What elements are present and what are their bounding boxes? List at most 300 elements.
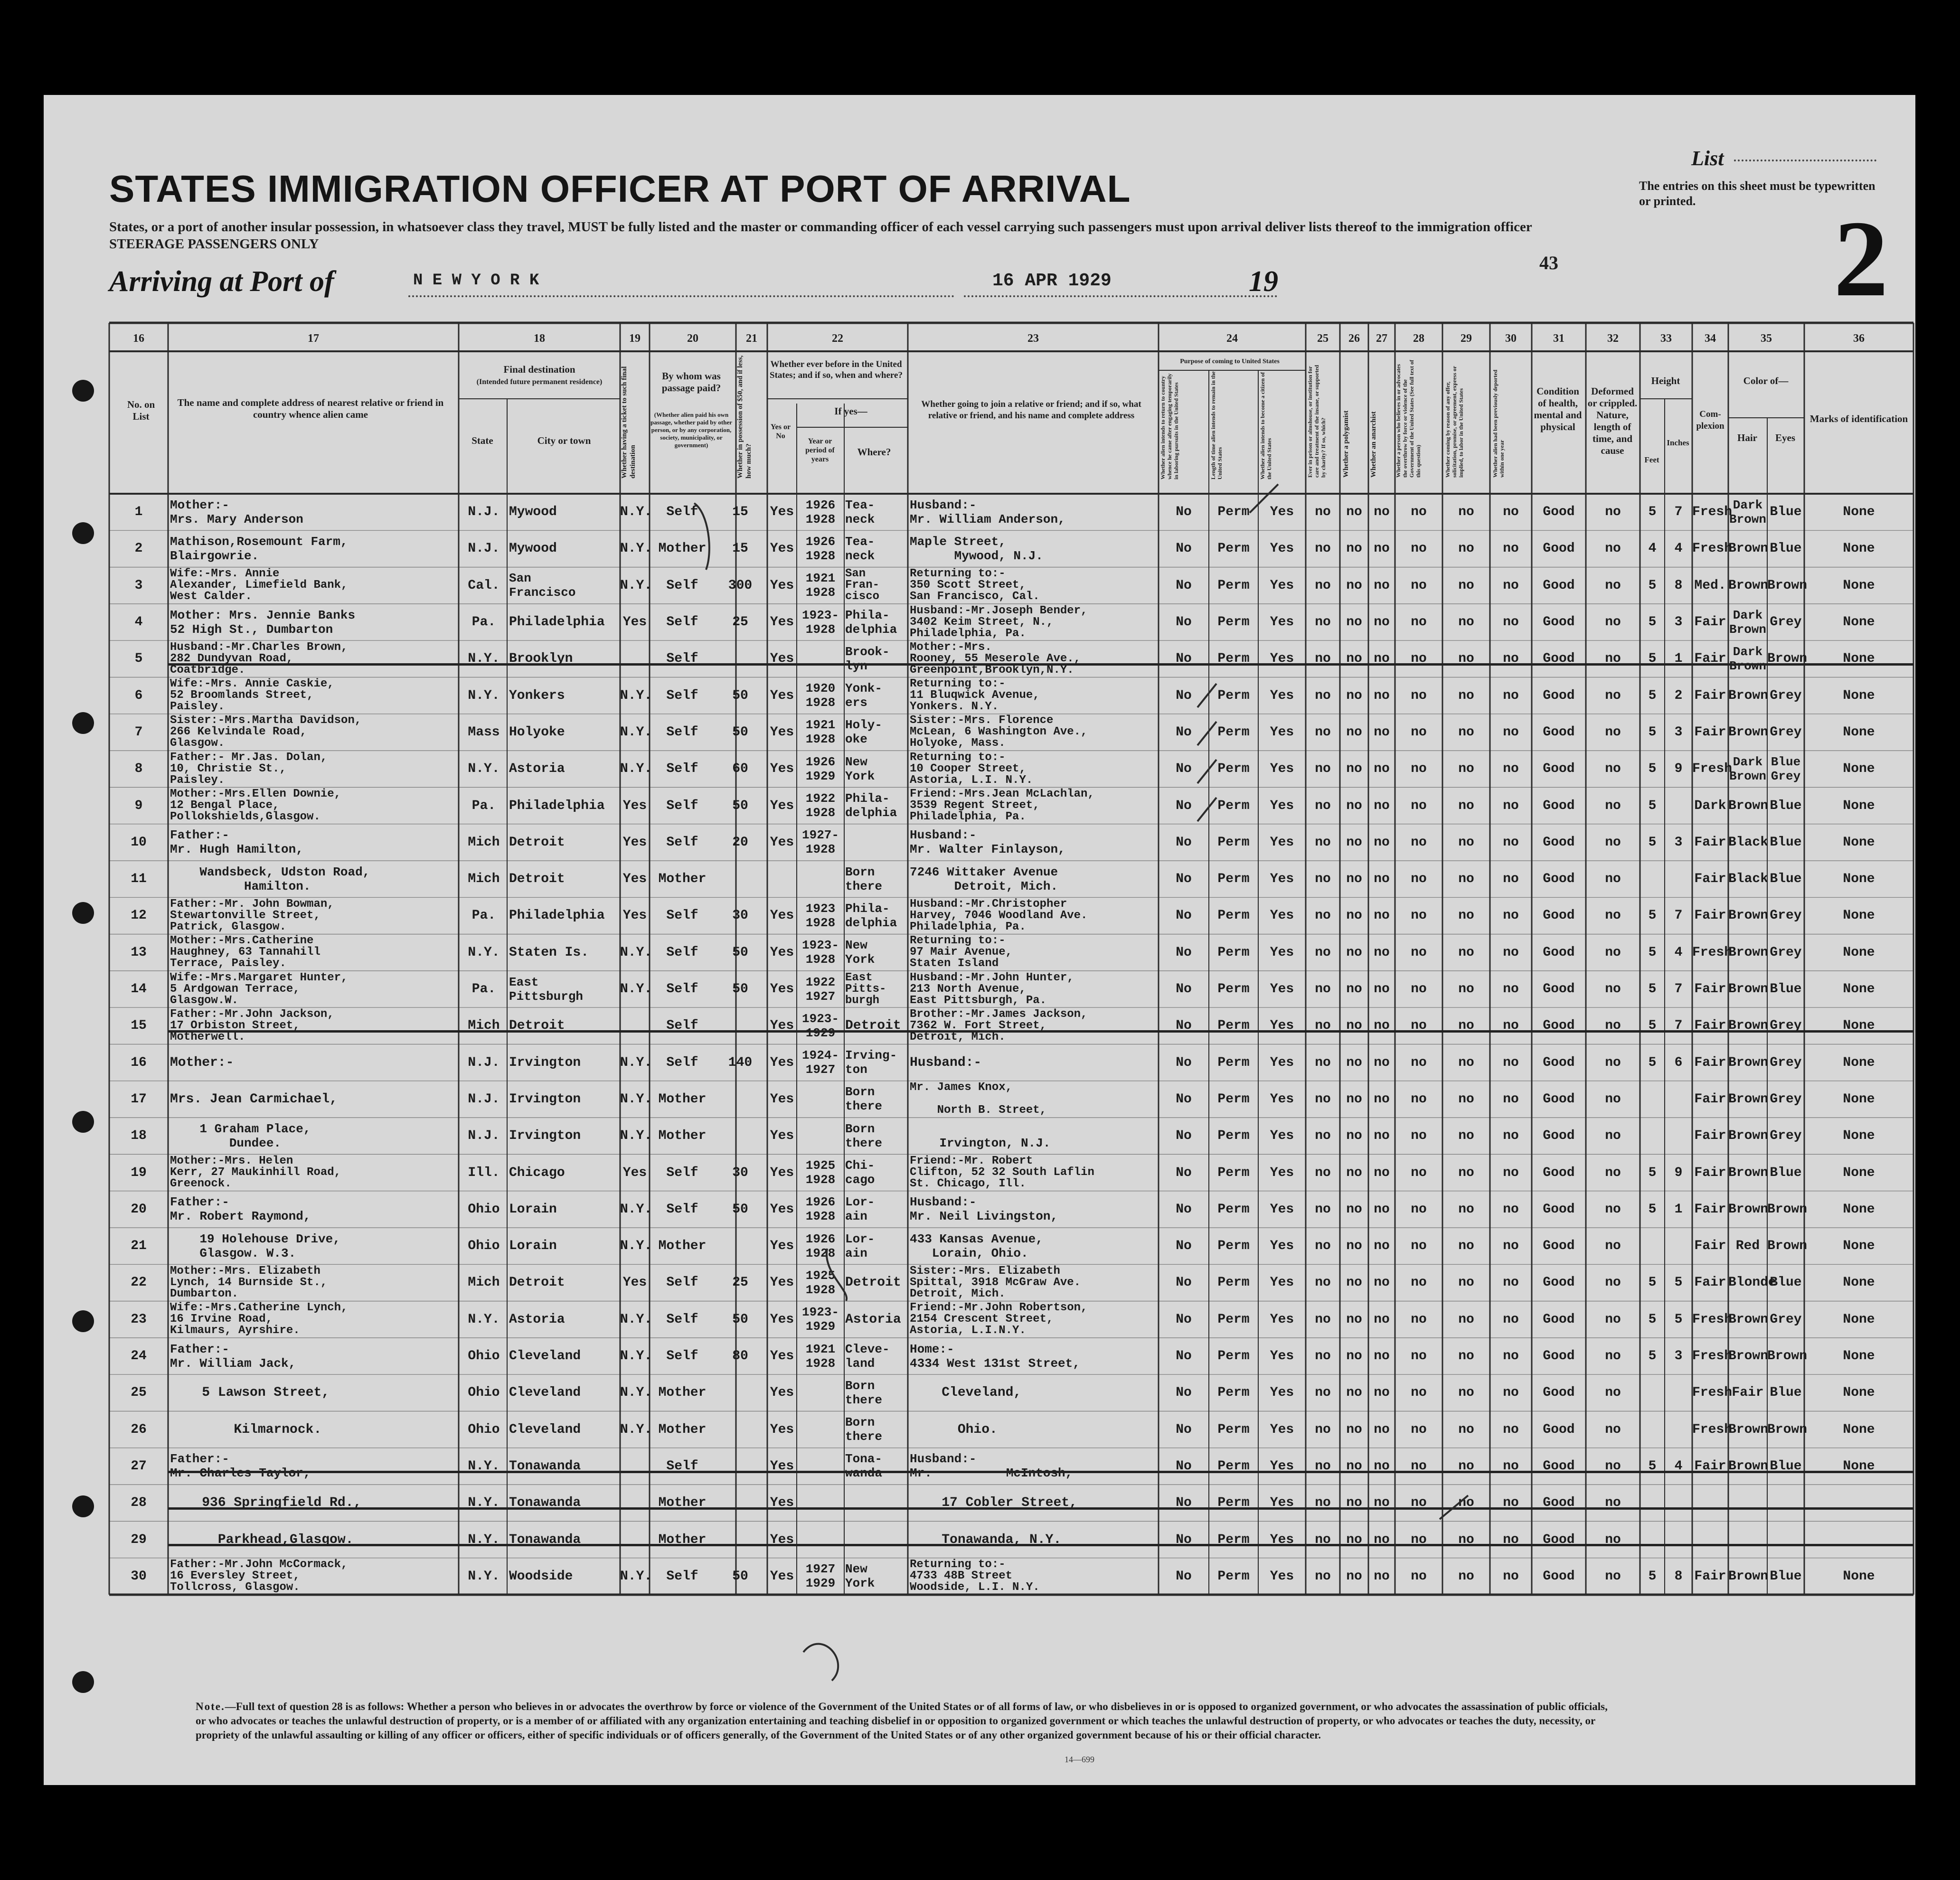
intends-citizen: Yes	[1270, 1055, 1294, 1070]
complexion: Fair	[1694, 724, 1726, 740]
dest-city: Irvington	[509, 1055, 581, 1070]
hair-color: Brown	[1728, 982, 1769, 997]
row-number: 3	[134, 578, 143, 593]
intends-citizen: Yes	[1270, 1128, 1294, 1144]
relative-address: 5 Lawson Street,	[170, 1385, 330, 1401]
joining-relative: Returning to:- 97 Mair Avenue, Staten Island	[910, 934, 1013, 970]
passage-paid-by: Self	[666, 1458, 698, 1474]
identification-marks: None	[1843, 541, 1875, 556]
passage-paid-by: Mother	[658, 1532, 707, 1547]
stay-length: Perm	[1217, 1275, 1250, 1290]
joining-relative: Ohio.	[910, 1422, 998, 1437]
dest-city: Detroit	[509, 872, 565, 887]
purpose-return: No	[1176, 1202, 1192, 1217]
q29: no	[1458, 1165, 1474, 1180]
eye-color: Grey	[1770, 1128, 1802, 1144]
dest-state: N.J.	[468, 1091, 500, 1107]
deformed: no	[1605, 872, 1621, 887]
q29: no	[1458, 1239, 1474, 1254]
header-no-on-list: No. on List	[127, 399, 155, 422]
identification-marks: None	[1843, 982, 1875, 997]
q27: no	[1374, 872, 1390, 887]
q30: no	[1503, 872, 1519, 887]
q26: no	[1346, 945, 1362, 960]
complexion: Fair	[1694, 982, 1726, 997]
q29: no	[1458, 1495, 1474, 1511]
hair-color: Brown	[1728, 688, 1769, 703]
q27: no	[1374, 578, 1390, 593]
identification-marks: None	[1843, 1458, 1875, 1474]
where-in-us: Cleve- land	[845, 1342, 890, 1371]
eye-color: Blue	[1770, 1275, 1802, 1290]
q26: no	[1346, 688, 1362, 703]
q27: no	[1374, 1091, 1390, 1107]
hair-color: Blonde	[1728, 1275, 1776, 1290]
row-number: 7	[134, 724, 143, 740]
footnote-text: —Full text of question 28 is as follows: Whether a person who believes in or advocates the overthrow by force or violence of the Government of the United States or of all forms of law, or who disbelieves in or is opposed to organized government, or who advocates the assassination of public officials, or who advocates or teaches the unlawful destruction of property, or is a member of or affiliated with any organization entertaining and teaching disbelief in or opposition to organized government or which teaches the unlawful destruction of property, or who advocates or teaches the duty, necessity, or propriety of the unlawful assaulting or killing of any officer or officers, either of specific individuals or of officers generally, of the Government of the United States or of any other organized government because of his or their official character.	[196, 1701, 1608, 1741]
where-in-us: Lor- ain	[845, 1231, 875, 1260]
strikethrough-line	[168, 663, 1913, 666]
row-number: 10	[131, 835, 147, 850]
q25: no	[1315, 578, 1331, 593]
purpose-return: No	[1176, 1458, 1192, 1474]
hair-color: Brown	[1728, 1569, 1769, 1584]
page-title: STATES IMMIGRATION OFFICER AT PORT OF ARRIVAL	[109, 168, 1131, 210]
years-in-us: 1923 1928	[805, 901, 836, 930]
before-in-us: Yes	[770, 835, 794, 850]
hair-color: Brown	[1728, 1018, 1769, 1034]
passage-paid-by: Mother	[658, 1239, 707, 1254]
column-number: 34	[1705, 332, 1716, 345]
q25: no	[1315, 945, 1331, 960]
height-inches: 3	[1674, 615, 1683, 630]
years-in-us: 1923- 1928	[801, 608, 839, 637]
joining-relative: Husband:-	[910, 1055, 982, 1070]
q25: no	[1315, 1569, 1331, 1584]
arrival-date: 16 APR 1929	[992, 271, 1112, 291]
before-in-us: Yes	[770, 1055, 794, 1070]
deformed: no	[1605, 1091, 1621, 1107]
height-feet	[1640, 1091, 1665, 1107]
deformed: no	[1605, 1202, 1621, 1217]
height-feet: 5	[1648, 688, 1657, 703]
relative-address: Father:- Mr. Hugh Hamilton,	[170, 828, 303, 857]
stay-length: Perm	[1217, 908, 1250, 923]
intends-citizen: Yes	[1270, 908, 1294, 923]
passage-paid-by: Mother	[658, 1385, 707, 1401]
deformed: no	[1605, 908, 1621, 923]
dest-state: N.Y.	[468, 1312, 500, 1327]
health: Good	[1543, 1275, 1575, 1290]
q26: no	[1346, 1128, 1362, 1144]
q25: no	[1315, 908, 1331, 923]
stay-length: Perm	[1217, 982, 1250, 997]
port-name: N E W Y O R K	[413, 272, 539, 290]
q26: no	[1346, 908, 1362, 923]
header-q30: Whether alien had been previously deported within one year	[1492, 369, 1505, 478]
eye-color: Blue	[1770, 1165, 1802, 1180]
q30: no	[1503, 908, 1519, 923]
height-feet: 5	[1648, 1312, 1657, 1327]
dest-city: East Pittsburgh	[509, 975, 584, 1004]
intends-citizen: Yes	[1270, 1349, 1294, 1364]
intends-citizen: Yes	[1270, 982, 1294, 997]
q30: no	[1503, 1532, 1519, 1547]
health: Good	[1543, 724, 1575, 740]
passage-paid-by: Self	[666, 761, 698, 777]
health: Good	[1543, 1349, 1575, 1364]
where-in-us: San Fran- cisco	[845, 567, 880, 603]
passage-paid-by: Self	[666, 835, 698, 850]
hair-color: Dark Brown	[1729, 608, 1766, 637]
height-feet: 5	[1648, 982, 1657, 997]
dest-city: Cleveland	[509, 1422, 581, 1437]
deformed: no	[1605, 1569, 1621, 1584]
where-in-us: Detroit	[845, 1275, 901, 1290]
years-in-us	[797, 1091, 844, 1107]
q27: no	[1374, 541, 1390, 556]
q28: no	[1411, 1165, 1427, 1180]
q26: no	[1346, 1239, 1362, 1254]
height-inches: 3	[1674, 724, 1683, 740]
health: Good	[1543, 945, 1575, 960]
complexion: Fresh	[1692, 761, 1733, 777]
height-feet: 5	[1648, 1018, 1657, 1034]
stay-length: Perm	[1217, 1018, 1250, 1034]
complexion: Fair	[1694, 1091, 1726, 1107]
money-possessed: 50	[732, 1312, 748, 1327]
intends-citizen: Yes	[1270, 541, 1294, 556]
where-in-us	[845, 835, 908, 850]
header-eyes: Eyes	[1775, 432, 1795, 443]
q27: no	[1374, 835, 1390, 850]
stay-length: Perm	[1217, 798, 1250, 813]
eye-color: Grey	[1770, 688, 1802, 703]
hair-color: Dark Brown	[1729, 754, 1766, 783]
row-number: 26	[131, 1422, 147, 1437]
purpose-return: No	[1176, 1128, 1192, 1144]
ticket: Yes	[622, 872, 647, 887]
identification-marks: None	[1843, 1349, 1875, 1364]
height-feet: 5	[1648, 761, 1657, 777]
ticket: N.Y.	[620, 1239, 652, 1254]
years-in-us: 1921 1928	[805, 1342, 836, 1371]
before-in-us: Yes	[770, 1239, 794, 1254]
q25: no	[1315, 1055, 1331, 1070]
passage-paid-by: Self	[666, 798, 698, 813]
height-inches: 6	[1674, 1055, 1683, 1070]
joining-relative: Husband:-Mr.John Hunter, 213 North Avenue, East Pittsburgh, Pa.	[910, 971, 1074, 1007]
q30: no	[1503, 1091, 1519, 1107]
deformed: no	[1605, 724, 1621, 740]
q30: no	[1503, 1495, 1519, 1511]
years-in-us	[797, 871, 844, 887]
q27: no	[1374, 908, 1390, 923]
dest-state: N.J.	[468, 1128, 500, 1144]
q28: no	[1411, 982, 1427, 997]
dest-state: Mich	[468, 835, 500, 850]
ticket: Yes	[622, 1275, 647, 1290]
strikethrough-line	[168, 1471, 1913, 1473]
dest-city: Tonawanda	[509, 1495, 581, 1511]
purpose-return: No	[1176, 908, 1192, 923]
q28: no	[1411, 1385, 1427, 1401]
health: Good	[1543, 1165, 1575, 1180]
q29: no	[1458, 982, 1474, 997]
list-label: List	[1691, 147, 1724, 170]
dest-state: Mass	[468, 724, 500, 740]
arriving-label: Arriving at Port of	[109, 265, 334, 298]
deformed: no	[1605, 1055, 1621, 1070]
purpose-return: No	[1176, 1055, 1192, 1070]
purpose-return: No	[1176, 1312, 1192, 1327]
q27: no	[1374, 1275, 1390, 1290]
dest-city: Tonawanda	[509, 1532, 581, 1547]
health: Good	[1543, 761, 1575, 777]
q29: no	[1458, 615, 1474, 630]
height-inches: 7	[1674, 982, 1683, 997]
ticket: Yes	[622, 798, 647, 813]
passage-paid-by: Self	[666, 1055, 698, 1070]
q26: no	[1346, 1018, 1362, 1034]
health: Good	[1543, 541, 1575, 556]
before-in-us: Yes	[770, 688, 794, 703]
dest-city: Yonkers	[509, 688, 565, 703]
deformed: no	[1605, 1458, 1621, 1474]
height-feet: 5	[1648, 798, 1657, 813]
dest-city: Detroit	[509, 1018, 565, 1034]
ticket: N.Y.	[620, 1385, 652, 1401]
eye-color: Grey	[1770, 1055, 1802, 1070]
q26: no	[1346, 615, 1362, 630]
header-joining: Whether going to join a relative or friend; and if so, what relative or friend, and his name and complete address	[921, 399, 1141, 421]
stay-length: Perm	[1217, 1349, 1250, 1364]
q28: no	[1411, 651, 1427, 667]
dest-state: Pa.	[471, 982, 496, 997]
q27: no	[1374, 1569, 1390, 1584]
years-in-us: 1926 1928	[805, 534, 836, 563]
q25: no	[1315, 982, 1331, 997]
years-in-us: 1926 1929	[805, 754, 836, 783]
q26: no	[1346, 1422, 1362, 1437]
dest-city: Mywood	[509, 541, 557, 556]
height-feet: 5	[1648, 1569, 1657, 1584]
q29: no	[1458, 1569, 1474, 1584]
q25: no	[1315, 688, 1331, 703]
q30: no	[1503, 724, 1519, 740]
q29: no	[1458, 1091, 1474, 1107]
q25: no	[1315, 761, 1331, 777]
health: Good	[1543, 798, 1575, 813]
ticket: N.Y.	[620, 945, 652, 960]
ticket: N.Y.	[620, 1128, 652, 1144]
header-final-destination-sub: (Intended future permanent residence)	[476, 378, 603, 386]
where-in-us: Born there	[845, 865, 883, 893]
form-number: 14—699	[1065, 1755, 1094, 1764]
stay-length: Perm	[1217, 1422, 1250, 1437]
header-state: State	[471, 435, 493, 446]
q26: no	[1346, 1312, 1362, 1327]
intends-citizen: Yes	[1270, 1458, 1294, 1474]
q25: no	[1315, 651, 1331, 667]
years-in-us: 1923- 1929	[801, 1305, 839, 1334]
row-number: 14	[131, 982, 147, 997]
q27: no	[1374, 1239, 1390, 1254]
q26: no	[1346, 872, 1362, 887]
money-possessed: 15	[732, 505, 748, 520]
column-number: 35	[1761, 332, 1772, 345]
where-in-us: New York	[845, 1562, 875, 1591]
column-number: 25	[1317, 332, 1329, 345]
intends-citizen: Yes	[1270, 761, 1294, 777]
q30: no	[1503, 1128, 1519, 1144]
dest-state: Ohio	[468, 1202, 500, 1217]
complexion: Fair	[1694, 1458, 1726, 1474]
q30: no	[1503, 798, 1519, 813]
identification-marks: None	[1843, 1018, 1875, 1034]
height-feet: 5	[1648, 651, 1657, 667]
column-number: 26	[1348, 332, 1360, 345]
joining-relative: Husband:- Mr. Neil Livingston,	[910, 1195, 1058, 1224]
complexion: Fair	[1694, 1018, 1726, 1034]
column-number: 31	[1553, 332, 1564, 345]
identification-marks: None	[1843, 578, 1875, 593]
before-in-us: Yes	[770, 651, 794, 667]
hair-color: Brown	[1728, 908, 1769, 923]
eye-color: Blue Grey	[1771, 754, 1801, 783]
joining-relative: Returning to:- 10 Cooper Street, Astoria, L.I. N.Y.	[910, 751, 1033, 787]
where-in-us: Holy- oke	[845, 718, 883, 747]
where-in-us: Lor- ain	[845, 1195, 875, 1224]
q30: no	[1503, 982, 1519, 997]
joining-relative: Returning to:- 4733 48B Street Woodside, L.I. N.Y.	[910, 1558, 1040, 1594]
where-in-us: Phila- delphia	[845, 901, 897, 930]
intends-citizen: Yes	[1270, 1202, 1294, 1217]
complexion: Fair	[1694, 1202, 1726, 1217]
q28: no	[1411, 1055, 1427, 1070]
height-inches: 8	[1674, 578, 1683, 593]
q27: no	[1374, 1312, 1390, 1327]
q27: no	[1374, 1055, 1390, 1070]
q25: no	[1315, 1422, 1331, 1437]
row-number: 22	[131, 1275, 147, 1290]
where-in-us: Yonk- ers	[845, 681, 883, 710]
q30: no	[1503, 1055, 1519, 1070]
ticket: Yes	[622, 615, 647, 630]
intends-citizen: Yes	[1270, 1495, 1294, 1511]
dest-city: Irvington	[509, 1091, 581, 1107]
dest-state: Cal.	[468, 578, 500, 593]
passage-paid-by: Self	[666, 615, 698, 630]
hair-color: Brown	[1728, 945, 1769, 960]
height-inches	[1665, 1091, 1692, 1107]
dest-city: Lorain	[509, 1202, 557, 1217]
stay-length: Perm	[1217, 1495, 1250, 1511]
column-number: 27	[1376, 332, 1387, 345]
joining-relative: Maple Street, Mywood, N.J.	[910, 534, 1043, 563]
stay-length: Perm	[1217, 578, 1250, 593]
q30: no	[1503, 688, 1519, 703]
stay-length: Perm	[1217, 1458, 1250, 1474]
purpose-return: No	[1176, 1569, 1192, 1584]
before-in-us: Yes	[770, 798, 794, 813]
q29: no	[1458, 724, 1474, 740]
identification-marks: None	[1843, 615, 1875, 630]
hair-color: Brown	[1728, 1422, 1769, 1437]
row-number: 25	[131, 1385, 147, 1401]
joining-relative: Tonawanda, N.Y.	[910, 1532, 1062, 1547]
years-in-us: 1926 1928	[805, 498, 836, 526]
passage-paid-by: Mother	[658, 541, 707, 556]
q28: no	[1411, 1018, 1427, 1034]
q29: no	[1458, 908, 1474, 923]
sheet-number: 2	[1834, 198, 1888, 319]
dest-state: N.Y.	[468, 945, 500, 960]
height-feet: 5	[1648, 945, 1657, 960]
joining-relative: Cleveland,	[910, 1385, 1022, 1401]
header-hair: Hair	[1737, 432, 1757, 443]
health: Good	[1543, 1495, 1575, 1511]
height-inches	[1665, 1422, 1692, 1438]
stay-length: Perm	[1217, 505, 1250, 520]
identification-marks: None	[1843, 1055, 1875, 1070]
header-marks: Marks of identification	[1809, 413, 1908, 424]
q26: no	[1346, 798, 1362, 813]
height-inches	[1665, 798, 1692, 814]
q26: no	[1346, 651, 1362, 667]
stay-length: Perm	[1217, 1091, 1250, 1107]
eye-color: Grey	[1770, 945, 1802, 960]
q29: no	[1458, 688, 1474, 703]
joining-relative: Husband:-Mr.Joseph Bender, 3402 Keim Street, N., Philadelphia, Pa.	[910, 604, 1088, 640]
relative-address: Mother:-Mrs.Catherine Haughney, 63 Tannahill Terrace, Paisley.	[170, 934, 320, 970]
health: Good	[1543, 1422, 1575, 1437]
header-purpose-length: Length of time alien intends to remain in the United States	[1210, 371, 1223, 479]
q28: no	[1411, 872, 1427, 887]
q30: no	[1503, 1422, 1519, 1437]
relative-address: Parkhead,Glasgow.	[170, 1532, 354, 1547]
years-in-us	[797, 1385, 844, 1401]
q25: no	[1315, 872, 1331, 887]
strikethrough-line	[168, 1544, 1913, 1546]
header-purpose-citizen: Whether alien intends to become a citizen of the United States	[1259, 372, 1272, 479]
where-in-us: Phila- delphia	[845, 608, 897, 637]
ticket: N.Y.	[620, 1569, 652, 1584]
years-in-us: 1923- 1928	[801, 938, 839, 967]
deformed: no	[1605, 835, 1621, 850]
dest-city: Mywood	[509, 505, 557, 520]
hair-color: Brown	[1728, 1055, 1769, 1070]
purpose-return: No	[1176, 724, 1192, 740]
before-in-us: Yes	[770, 1458, 794, 1474]
q25: no	[1315, 724, 1331, 740]
money-possessed: 50	[732, 1569, 748, 1584]
dest-state: N.J.	[468, 505, 500, 520]
height-feet: 5	[1648, 724, 1657, 740]
q30: no	[1503, 1202, 1519, 1217]
q26: no	[1346, 1055, 1362, 1070]
q25: no	[1315, 541, 1331, 556]
height-feet	[1640, 1128, 1665, 1144]
steerage-line: STEERAGE PASSENGERS ONLY	[109, 236, 319, 252]
row-number: 27	[131, 1458, 147, 1474]
money-possessed	[713, 1422, 767, 1438]
q28: no	[1411, 1349, 1427, 1364]
stay-length: Perm	[1217, 1532, 1250, 1547]
purpose-return: No	[1176, 615, 1192, 630]
eye-color: Brown	[1767, 1239, 1808, 1254]
q30: no	[1503, 1275, 1519, 1290]
